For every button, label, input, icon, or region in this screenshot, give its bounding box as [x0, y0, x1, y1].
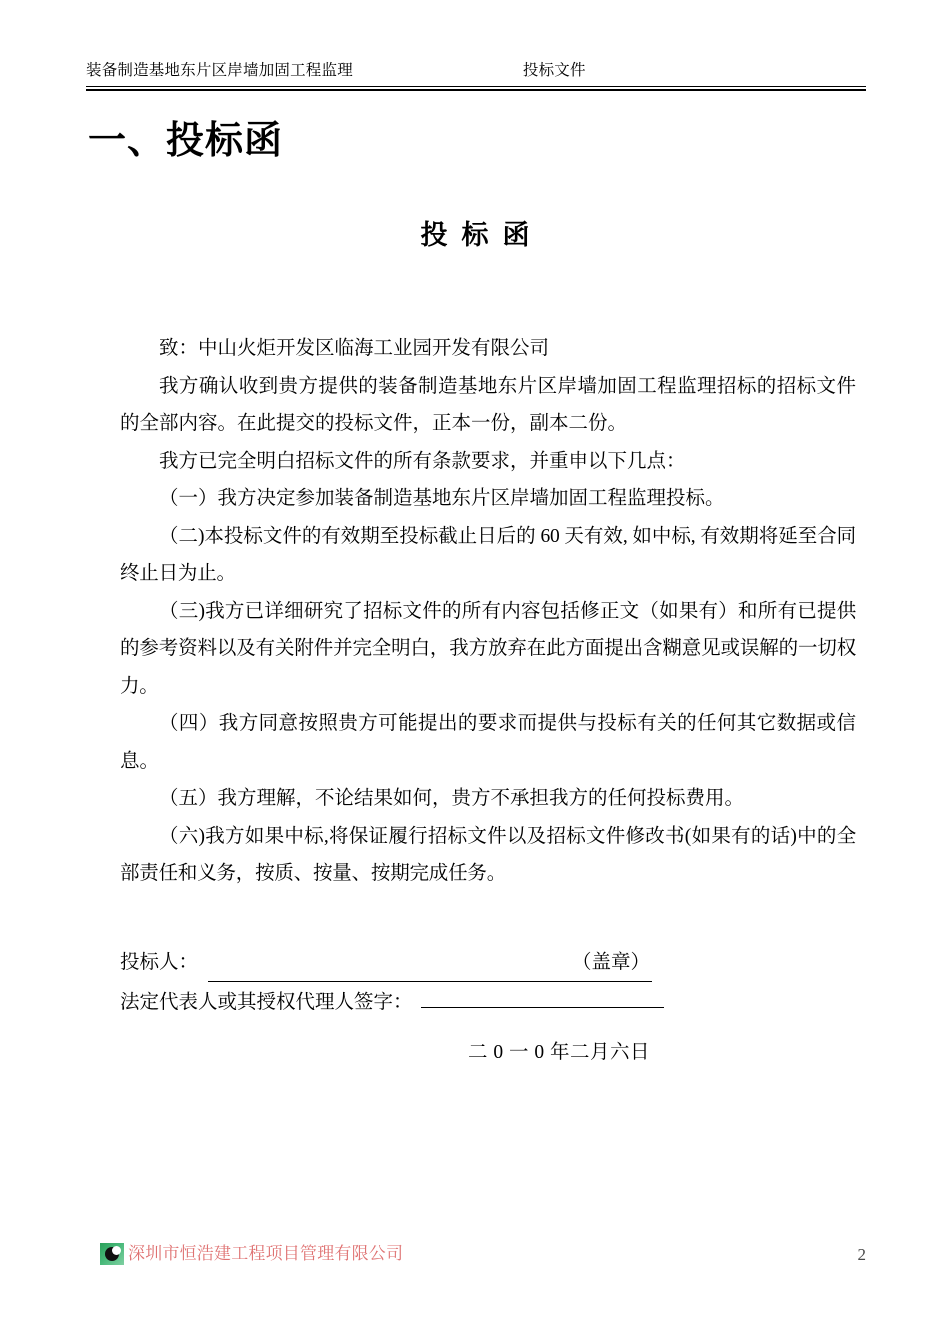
paragraph-clause-6: （六)我方如果中标,将保证履行招标文件以及招标文件修改书(如果有的话)中的全部责任和义务，按质、按量、按期完成任务。	[120, 825, 856, 884]
footer-company-name: 深圳市恒浩建工程项目管理有限公司	[128, 1244, 404, 1263]
representative-signature-row	[120, 982, 856, 1021]
paragraph-clause-3: （三)我方已详细研究了招标文件的所有内容包括修正文（如果有）和所有已提供的参考资料以及有关附件并完全明白，我方放弃在此方面提出含糊意见或误解的一切权力。	[120, 600, 856, 697]
paragraph-clause-1: （一）我方决定参加装备制造基地东片区岸墙加固工程监理投标。	[159, 488, 725, 509]
signature-block	[120, 945, 856, 1071]
body-content	[120, 330, 856, 893]
representative-signature-line[interactable]	[421, 982, 664, 1008]
logo-crescent-shape	[112, 1246, 121, 1255]
company-logo-icon	[100, 1243, 124, 1265]
signature-date: 二 0 一 0 年二月六日	[468, 1042, 651, 1063]
paragraph-clause-2: （二)本投标文件的有效期至投标截止日后的 60 天有效, 如中标, 有效期将延至合同终止日为止。	[120, 525, 856, 584]
section-heading: 一、投标函	[88, 120, 284, 162]
page-header	[86, 60, 866, 90]
paragraph-terms-understanding: 我方已完全明白招标文件的所有条款要求，并重申以下几点：	[159, 450, 686, 472]
header-divider-rule	[86, 86, 866, 91]
page-footer	[86, 1243, 866, 1277]
header-project-title: 装备制造基地东片区岸墙加固工程监理	[86, 62, 353, 79]
representative-label: 法定代表人或其授权代理人签字：	[120, 992, 413, 1013]
paragraph-receipt-confirmation: 我方确认收到贵方提供的装备制造基地东片区岸墙加固工程监理招标的招标文件的全部内容。在此提交的投标文件，正本一份，副本二份。	[120, 375, 856, 434]
footer-brand	[100, 1243, 403, 1265]
paragraph-clause-4: （四）我方同意按照贵方可能提出的要求而提供与投标有关的任何其它数据或信息。	[120, 713, 856, 772]
paragraph-clause-5: （五）我方理解，不论结果如何，贵方不承担我方的任何投标费用。	[159, 788, 745, 809]
bidder-signature-line[interactable]	[208, 945, 652, 982]
bidder-signature-row	[120, 945, 856, 982]
seal-note: （盖章）	[572, 952, 651, 973]
header-document-type: 投标文件	[522, 62, 586, 79]
header-text-row	[86, 60, 866, 82]
page-number: 2	[857, 1245, 866, 1264]
bidder-label: 投标人：	[120, 952, 199, 973]
page-title: 投标函	[420, 220, 544, 250]
paragraph-addressee: 致：中山火炬开发区临海工业园开发有限公司	[159, 338, 550, 359]
